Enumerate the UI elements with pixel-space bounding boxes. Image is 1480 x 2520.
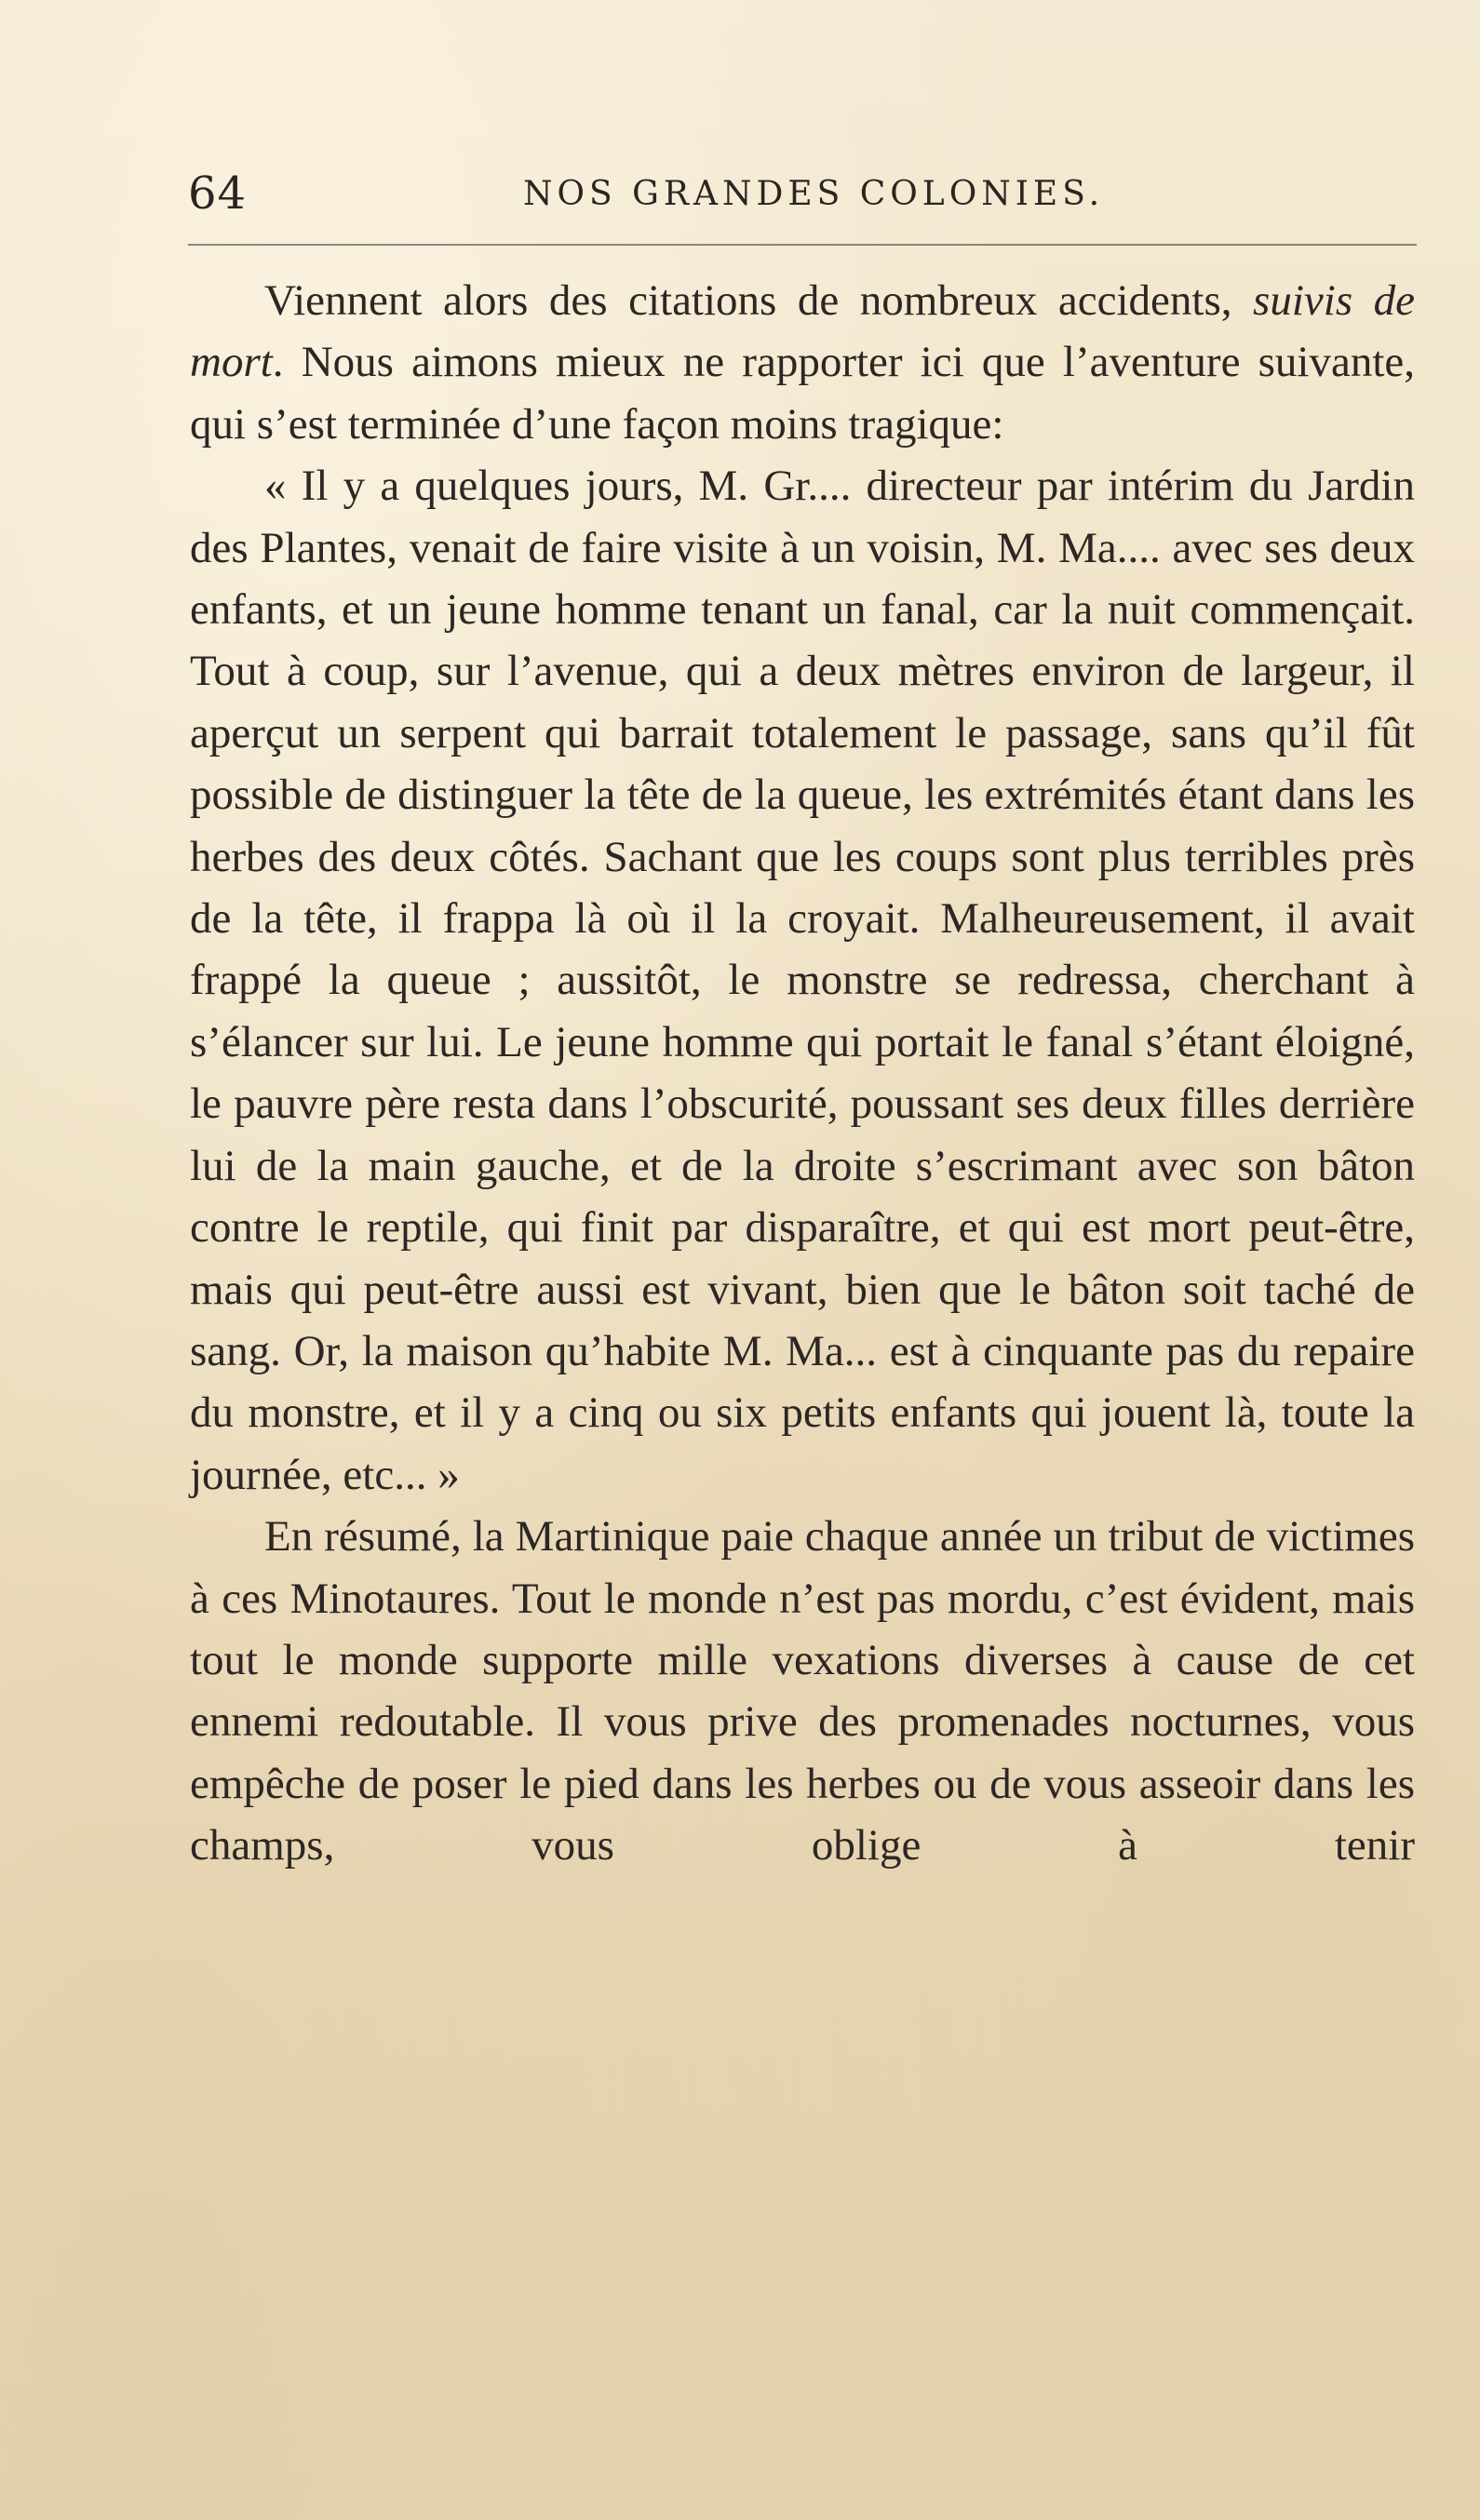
body-text [190, 270, 1415, 1877]
paragraph-1-text: Viennent alors des citations de nombreux accidents, [264, 276, 1254, 325]
header-rule [188, 244, 1417, 246]
paragraph-1 [190, 270, 1415, 455]
page-header [188, 160, 1417, 225]
page-number: 64 [188, 168, 248, 220]
paragraph-1-text-end: . Nous aimons mieux ne rapporter ici que l’aventure suivante, qui s’est terminée d’une façon moins tragique: [190, 338, 1415, 449]
italic-phrase: suivis de mort [190, 276, 1416, 387]
paragraph-2-quote: « Il y a quelques jours, M. Gr.... directeur par intérim du Jardin des Plantes, venait de faire visite à un voisin, M. Ma.... avec ses deux enfants, et un jeune homme tenant un fanal, car la nuit commençait. Tout à coup, sur l’avenue, qui a deux mètres environ de largeur, il aperçut un serpent qui barrait totalement le passage, sans qu’il fût possible de distinguer la tête de la queue, les extrémités étant dans les herbes des deux côtés. Sachant que les coups sont plus terribles près de la tête, il frappa là où il la croyait. Malheureusement, il avait frappé la queue ; aussitôt, le monstre se redressa, cherchant à s’élancer sur lui. Le jeune homme qui portait le fanal s’étant éloigné, le pauvre père resta dans l’obscurité, poussant ses deux filles derrière lui de la main gauche, et de la droite s’escrimant avec son bâton contre le reptile, qui finit par disparaître, et qui est mort peut-être, mais qui peut-être aussi est vivant, bien que le bâton soit taché de sang. Or, la maison qu’habite M. Ma... est à cinquante pas du repaire du monstre, et il y a cinq ou six petits enfants qui jouent là, toute la journée, etc... » [190, 462, 1415, 1499]
running-title: NOS GRANDES COLONIES. [523, 175, 1105, 213]
paragraph-3: En résumé, la Martinique paie chaque année un tribut de victimes à ces Minotaures. Tout le monde n’est pas mordu, c’est évident, mais tout le monde supporte mille vexations diverses à cause de cet ennemi redoutable. Il vous prive des promenades nocturnes, vous empêche de poser le pied dans les herbes ou de vous asseoir dans les champs, vous oblige à tenir [190, 1512, 1415, 1870]
